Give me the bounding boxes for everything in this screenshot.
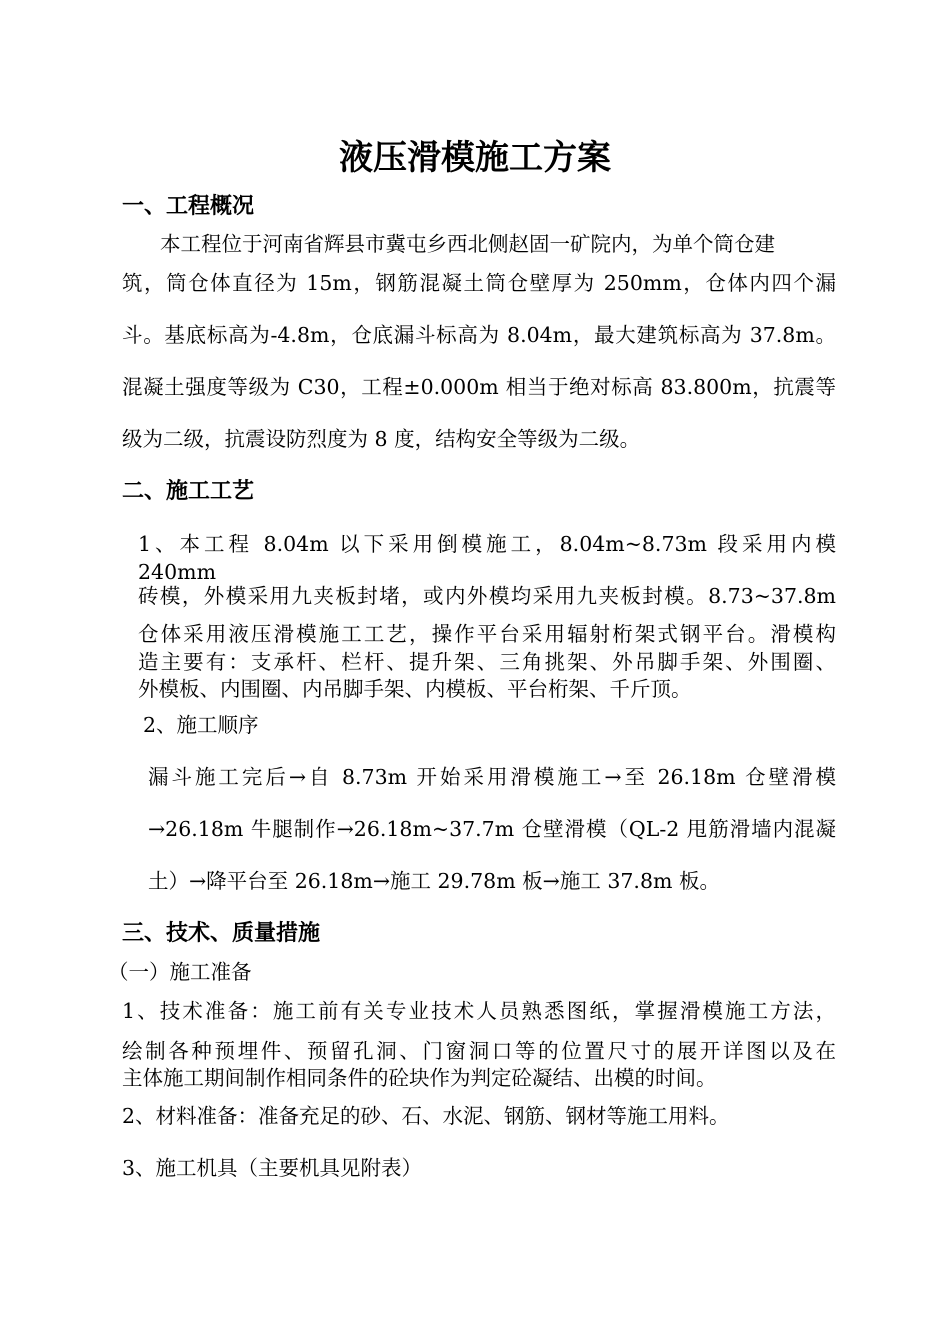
paragraph-line: 主体施工期间制作相同条件的砼块作为判定砼凝结、出模的时间。 bbox=[122, 1066, 717, 1090]
paragraph-line: 造主要有：支承杆、栏杆、提升架、三角挑架、外吊脚手架、外围圈、 bbox=[138, 650, 836, 674]
paragraph-line: 1、本工程 8.04m 以下采用倒模施工，8.04m~8.73m 段采用内模 240mm bbox=[138, 532, 836, 584]
paragraph-line: 筑，筒仓体直径为 15m，钢筋混凝土筒仓壁厚为 250mm，仓体内四个漏 bbox=[122, 271, 836, 295]
subsection-heading: （一）施工准备 bbox=[108, 960, 252, 984]
paragraph-line: 本工程位于河南省辉县市冀屯乡西北侧赵固一矿院内，为单个筒仓建 bbox=[160, 232, 775, 256]
paragraph-line: 2、施工顺序 bbox=[143, 713, 259, 737]
paragraph-line: 斗。基底标高为-4.8m，仓底漏斗标高为 8.04m，最大建筑标高为 37.8m。 bbox=[122, 323, 836, 347]
paragraph-line: 土）→降平台至 26.18m→施工 29.78m 板→施工 37.8m 板。 bbox=[148, 869, 720, 893]
section-heading-measures: 三、技术、质量措施 bbox=[122, 921, 321, 946]
paragraph-line: 绘制各种预埋件、预留孔洞、门窗洞口等的位置尺寸的展开详图以及在 bbox=[122, 1039, 836, 1063]
paragraph-line: 混凝土强度等级为 C30，工程±0.000m 相当于绝对标高 83.800m，抗震等 bbox=[122, 375, 836, 399]
paragraph-line: 砖模，外模采用九夹板封堵，或内外模均采用九夹板封模。8.73~37.8m bbox=[138, 584, 836, 608]
paragraph-line: 级为二级，抗震设防烈度为 8 度，结构安全等级为二级。 bbox=[122, 427, 641, 451]
paragraph-line: 1、技术准备：施工前有关专业技术人员熟悉图纸，掌握滑模施工方法， bbox=[122, 999, 836, 1023]
paragraph-line: 3、施工机具（主要机具见附表） bbox=[122, 1156, 423, 1180]
paragraph-line: 2、材料准备：准备充足的砂、石、水泥、钢筋、钢材等施工用料。 bbox=[122, 1104, 730, 1128]
paragraph-line: 外模板、内围圈、内吊脚手架、内模板、平台桁架、千斤顶。 bbox=[138, 677, 692, 701]
paragraph-line: →26.18m 牛腿制作→26.18m~37.7m 仓壁滑模（QL-2 甩筋滑墙内混凝 bbox=[148, 817, 836, 841]
paragraph-line: 仓体采用液压滑模施工工艺，操作平台采用辐射桁架式钢平台。滑模构 bbox=[138, 622, 836, 646]
section-heading-process: 二、施工工艺 bbox=[122, 479, 255, 504]
section-heading-overview: 一、工程概况 bbox=[122, 194, 255, 219]
document-title: 液压滑模施工方案 bbox=[339, 138, 611, 178]
paragraph-line: 漏斗施工完后→自 8.73m 开始采用滑模施工→至 26.18m 仓壁滑模 bbox=[148, 765, 836, 789]
